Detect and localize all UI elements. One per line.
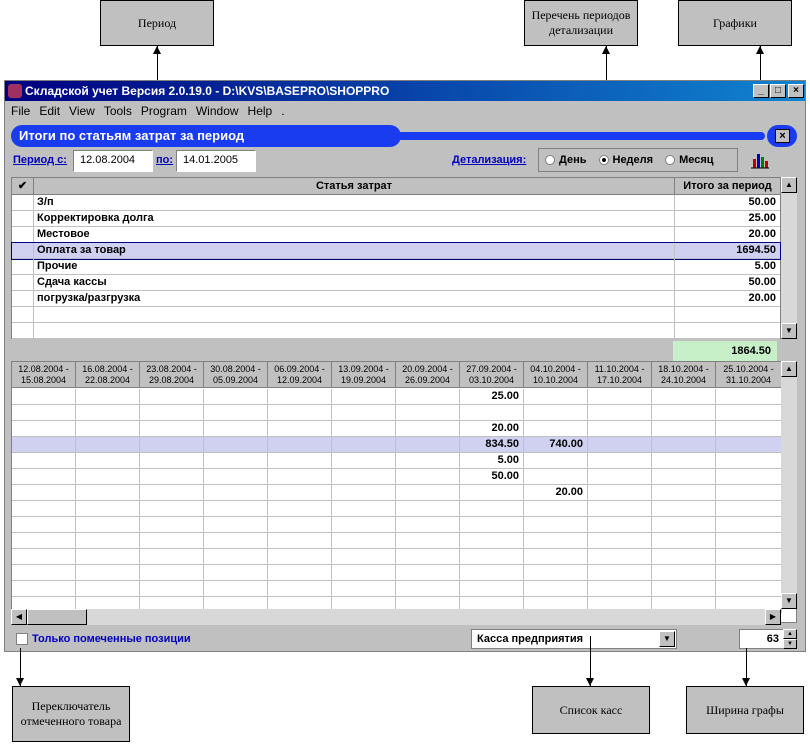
detail-cell [460,485,524,501]
detail-cell [76,581,140,597]
row-total [675,323,779,339]
detail-cell [140,437,204,453]
arrow-icon [742,678,750,686]
table-row[interactable] [12,437,782,453]
row-item: Прочие [34,259,675,275]
detail-cell [524,533,588,549]
period-header[interactable]: 12.08.2004 - 15.08.2004 [12,362,76,388]
detail-cell [396,469,460,485]
callout-detail-periods: Перечень периодов детализации [524,0,638,46]
detail-cell [652,405,716,421]
detail-cell [716,549,782,565]
detail-cell [332,389,396,405]
row-total: 5.00 [754,260,776,272]
detail-cell [268,421,332,437]
detail-cell [204,581,268,597]
app-icon [8,84,22,98]
detail-cell [12,501,76,517]
detail-cell [140,581,204,597]
detail-cell [12,533,76,549]
detail-cell [140,485,204,501]
radio-week-label: Неделя [612,154,654,166]
detail-cell [460,501,524,517]
detail-cell [332,469,396,485]
detail-cell [268,533,332,549]
detail-cell [588,533,652,549]
table-row[interactable] [12,453,782,469]
menu-window[interactable]: Window [195,104,239,118]
detail-cell [460,405,524,421]
detail-cell [332,453,396,469]
detail-cell [716,389,782,405]
table-row[interactable] [12,307,780,323]
period-header[interactable]: 30.08.2004 - 05.09.2004 [204,362,268,388]
detail-cell: 25.00 [460,389,524,405]
detail-cell [588,485,652,501]
detail-cell [460,581,524,597]
detail-cell [652,421,716,437]
detail-cell [140,517,204,533]
detail-cell [396,533,460,549]
detail-cell [204,549,268,565]
report-close-button[interactable] [767,125,797,147]
detail-cell [12,421,76,437]
detail-cell [268,549,332,565]
detail-cell [652,517,716,533]
detail-cell: 20.00 [460,421,524,437]
detail-cell [524,517,588,533]
detail-cell [204,437,268,453]
detail-cell [204,517,268,533]
arrow-icon [16,678,24,686]
period-header[interactable]: 23.08.2004 - 29.08.2004 [140,362,204,388]
detail-cell [12,581,76,597]
detail-cell [12,437,76,453]
detail-cell [204,405,268,421]
detail-cell [716,501,782,517]
detail-cell [588,581,652,597]
detail-cell [140,421,204,437]
detail-cell [204,421,268,437]
summary-grid-header [12,178,780,195]
arrow-icon [586,678,594,686]
row-checkbox[interactable] [12,259,34,275]
detail-cell [652,533,716,549]
scroll-up-icon[interactable]: ▲ [781,177,797,193]
row-checkbox[interactable] [12,195,34,211]
detail-cell [12,485,76,501]
detail-cell [396,485,460,501]
detail-cell [268,469,332,485]
table-row[interactable] [12,533,782,549]
detail-cell [396,453,460,469]
detail-cell [268,405,332,421]
detail-cell [396,581,460,597]
detail-cell [140,501,204,517]
detail-cell [140,389,204,405]
detail-cell [588,421,652,437]
marked-only-checkbox[interactable] [16,633,28,645]
detail-cell [140,533,204,549]
detail-cell [716,453,782,469]
table-row[interactable] [12,275,780,291]
detail-cell [588,501,652,517]
maximize-button[interactable]: □ [770,84,786,98]
detail-cell [204,453,268,469]
detail-cell [524,453,588,469]
marked-only-label[interactable]: Только помеченные позиции [32,633,191,645]
detail-cell: 834.50 [460,437,524,453]
detail-cell [332,437,396,453]
callout-column-width: Ширина графы [686,686,804,734]
menu-extra[interactable]: . [281,104,285,118]
detail-cell [396,501,460,517]
row-checkbox[interactable] [12,291,34,307]
title-bar [5,81,805,101]
detail-cell [268,453,332,469]
period-header[interactable]: 13.09.2004 - 19.09.2004 [332,362,396,388]
menu-edit[interactable]: Edit [39,104,61,118]
table-row[interactable] [12,195,780,211]
check-header[interactable]: ✔ [12,178,34,195]
period-from-link[interactable]: Период с: [13,154,67,166]
detail-grid [11,361,797,623]
period-header[interactable]: 27.09.2004 - 03.10.2004 [460,362,524,388]
detail-cell [588,517,652,533]
scroll-down-icon[interactable]: ▼ [781,593,797,609]
detail-cell [524,405,588,421]
detail-cell [524,469,588,485]
detail-cell [140,405,204,421]
detail-cell [332,517,396,533]
arrow-icon [602,46,610,54]
row-item: погрузка/разгрузка [34,291,675,307]
detail-cell [12,517,76,533]
row-total: 25.00 [748,212,776,224]
cash-select-value: Касса предприятия [477,633,584,645]
detail-cell [140,565,204,581]
table-row[interactable] [12,291,780,307]
radio-month[interactable] [665,155,675,165]
table-row[interactable] [12,259,780,275]
row-checkbox[interactable] [12,323,34,339]
app-window [4,80,806,652]
detail-cell [12,469,76,485]
detail-cell [204,389,268,405]
detail-cell [588,389,652,405]
radio-day-label: День [559,154,587,166]
period-header[interactable]: 11.10.2004 - 17.10.2004 [588,362,652,388]
spin-up-icon[interactable]: ▲ [783,629,797,639]
detail-vscrollbar[interactable] [781,361,797,609]
detail-cell [716,581,782,597]
detail-cell: 5.00 [460,453,524,469]
detail-cell [524,389,588,405]
detail-cell [332,549,396,565]
detail-cell [268,517,332,533]
detail-cell [76,549,140,565]
column-width-stepper[interactable] [783,629,797,649]
detail-cell [716,421,782,437]
row-total [675,307,779,323]
detail-cell [332,565,396,581]
radio-day[interactable] [545,155,555,165]
period-header[interactable]: 18.10.2004 - 24.10.2004 [652,362,716,388]
detail-cell [652,485,716,501]
detail-cell [12,405,76,421]
window-title: Складской учет Версия 2.0.19.0 - D:\KVS\BASEPRO\SHOPPRO [25,84,390,98]
detail-cell: 50.00 [460,469,524,485]
detail-cell [12,453,76,469]
menu-program[interactable]: Program [140,104,187,118]
arrow-icon [153,46,161,54]
banner-line [395,132,765,140]
cash-select[interactable] [471,629,677,649]
detail-cell [332,501,396,517]
table-row[interactable] [12,549,782,565]
table-row[interactable] [12,243,780,259]
menu-bar [5,102,805,120]
detail-cell [332,421,396,437]
detail-cell [460,565,524,581]
period-header[interactable]: 25.10.2004 - 31.10.2004 [716,362,782,388]
detail-cell [652,389,716,405]
callout-cash-list: Список касс [532,686,650,734]
menu-help[interactable]: Help [247,104,273,118]
detail-cell [652,565,716,581]
report-title: Итоги по статьям затрат за период [11,125,401,147]
period-header[interactable]: 06.09.2004 - 12.09.2004 [268,362,332,388]
detail-cell [652,501,716,517]
table-row[interactable] [12,211,780,227]
detail-cell [396,549,460,565]
detail-cell [76,453,140,469]
detail-cell [204,533,268,549]
detail-cell: 740.00 [524,437,588,453]
row-checkbox[interactable] [12,275,34,291]
detail-cell [396,389,460,405]
detail-cell [460,549,524,565]
row-checkbox[interactable] [12,243,34,259]
table-row[interactable] [12,581,782,597]
scroll-down-icon[interactable]: ▼ [781,323,797,339]
detail-cell [460,517,524,533]
detail-cell [332,581,396,597]
table-row[interactable] [12,565,782,581]
period-header[interactable]: 20.09.2004 - 26.09.2004 [396,362,460,388]
callout-charts: Графики [678,0,792,46]
detail-cell [332,405,396,421]
row-item [34,323,675,339]
detail-cell [396,405,460,421]
detail-cell: 20.00 [524,485,588,501]
period-from-field[interactable]: 12.08.2004 [73,150,153,172]
period-header[interactable]: 16.08.2004 - 22.08.2004 [76,362,140,388]
detail-cell [204,485,268,501]
detail-cell [396,517,460,533]
detail-cell [716,485,782,501]
detail-cell [12,565,76,581]
detail-cell [268,389,332,405]
summary-grid [11,177,781,339]
menu-view[interactable]: View [69,104,95,118]
radio-month-label: Месяц [679,154,714,166]
row-total: 50.00 [748,276,776,288]
spin-down-icon[interactable]: ▼ [783,639,797,649]
row-total: 1694.50 [736,244,776,256]
callout-marked-toggle: Переключатель отмеченного товара [12,686,130,742]
detail-cell [140,453,204,469]
table-row[interactable] [12,517,782,533]
detail-cell [268,501,332,517]
callout-period: Период [100,0,214,46]
row-item: Оплата за товар [34,243,675,259]
close-icon: × [775,129,790,143]
chevron-down-icon[interactable]: ▼ [659,631,675,647]
close-button[interactable]: × [788,84,804,98]
detail-cell [524,549,588,565]
detail-cell [588,405,652,421]
detail-cell [588,469,652,485]
detail-cell [76,485,140,501]
detail-cell [396,421,460,437]
detail-cell [76,421,140,437]
menu-file[interactable]: File [11,104,31,118]
row-total: 50.00 [748,196,776,208]
minimize-button[interactable]: _ [753,84,769,98]
row-checkbox[interactable] [12,211,34,227]
detail-cell [652,581,716,597]
total-header[interactable]: Итого за период [683,180,772,192]
table-row[interactable] [12,323,780,339]
detail-cell [76,565,140,581]
detail-cell [12,389,76,405]
table-row[interactable] [12,389,782,405]
detail-cell [716,517,782,533]
item-header[interactable]: Статья затрат [34,178,675,195]
summary-scrollbar[interactable] [781,177,797,339]
detail-cell [524,421,588,437]
detail-cell [76,501,140,517]
period-header[interactable]: 04.10.2004 - 10.10.2004 [524,362,588,388]
detail-cell [588,453,652,469]
row-item: Местовое [34,227,675,243]
scroll-up-icon[interactable]: ▲ [781,361,797,377]
detail-cell [76,437,140,453]
detail-cell [524,581,588,597]
detail-cell [204,469,268,485]
detail-cell [588,565,652,581]
detail-cell [76,517,140,533]
detail-cell [716,437,782,453]
scroll-right-icon[interactable]: ▶ [765,609,781,625]
detail-cell [332,533,396,549]
detail-cell [204,565,268,581]
menu-tools[interactable]: Tools [103,104,132,118]
row-item: З/п [34,195,675,211]
detail-cell [76,405,140,421]
table-row[interactable] [12,227,780,243]
detail-cell [76,389,140,405]
detail-link[interactable]: Детализация: [452,154,527,166]
detail-cell [588,437,652,453]
period-to-field[interactable]: 14.01.2005 [176,150,256,172]
detail-cell [524,501,588,517]
detail-cell [268,581,332,597]
detail-cell [332,485,396,501]
detail-cell [460,533,524,549]
detail-cell [140,549,204,565]
detail-cell [268,437,332,453]
detail-cell [396,565,460,581]
detail-cell [268,485,332,501]
detail-cell [140,469,204,485]
detail-hscrollbar[interactable] [11,609,781,625]
row-checkbox[interactable] [12,227,34,243]
table-row[interactable] [12,405,782,421]
detail-cell [716,565,782,581]
detail-cell [652,453,716,469]
chart-icon[interactable] [751,151,769,169]
table-row[interactable] [12,485,782,501]
detail-cell [268,565,332,581]
detail-cell [524,565,588,581]
detail-cell [396,437,460,453]
detail-cell [652,469,716,485]
column-width-field[interactable]: 63 [739,629,785,649]
scroll-left-icon[interactable]: ◀ [11,609,27,625]
scroll-thumb[interactable] [27,609,87,625]
table-row[interactable] [12,501,782,517]
row-checkbox[interactable] [12,307,34,323]
detail-cell [652,549,716,565]
detail-cell [76,533,140,549]
detail-cell [716,469,782,485]
table-row[interactable] [12,421,782,437]
detail-cell [12,549,76,565]
detail-cell [76,469,140,485]
table-row[interactable] [12,469,782,485]
row-total: 20.00 [748,292,776,304]
detail-cell [716,533,782,549]
row-item: Сдача кассы [34,275,675,291]
radio-week[interactable] [599,155,609,165]
detail-cell [716,405,782,421]
detail-radio-group [538,148,738,172]
arrow-icon [756,46,764,54]
row-item: Корректировка долга [34,211,675,227]
period-to-link[interactable]: по: [156,154,174,166]
row-total: 20.00 [748,228,776,240]
row-item [34,307,675,323]
detail-cell [204,501,268,517]
grand-total: 1864.50 [673,341,777,361]
detail-cell [652,437,716,453]
detail-cell [588,549,652,565]
